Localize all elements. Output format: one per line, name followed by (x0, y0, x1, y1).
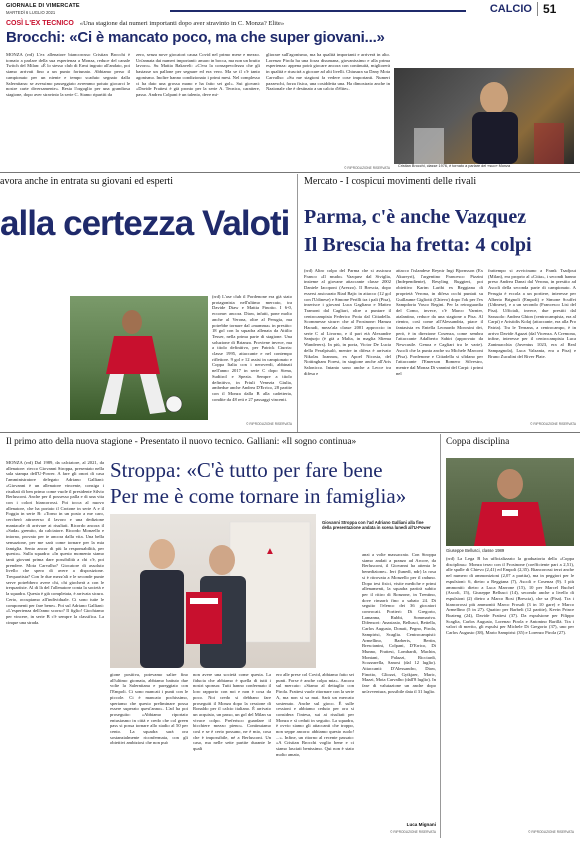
left-credit: © RIPRODUZIONE RISERVATA (246, 422, 292, 426)
left-body: (rrd) L'ase club il Pordenone era già stato protagonista nell'ultimo mercato, tra Davide Diaw e Mattia Finotto. I 6-0, eccome: ancora. Diaw, infatti, pone molto anche al Verona, oltre al Perugia, ma potrebbe tornare dal «mamma» in prestito: 18 gol con la squadra allenata da Attilio Tesser, nella prima parte di stagione. Una soluzione di Brianza. Proviene invece, ma a titolo definitivo, per Patrick Ciurria: classe 1995, attaccante e nel contempo riflettore. 9 gol e 12 assist in campionato e Coppa Italia con i neroverdi, abbinati nell'anno 2017 in serie C dopo Siena, Sudtirol e Spezia. Sempre a titolo definitivo, in Friuli Venezia Giulia, ambedue anche Andrea D'Errico, 28 partite con il Monza dalla B alla cadetteria, condite da 48 reti e 27 passaggi vincenti. (212, 294, 292, 402)
coppa-credit: © RIPRODUZIONE RISERVATA (528, 830, 574, 834)
coppa-kicker: Coppa disciplina (446, 437, 510, 447)
svg-text:▲: ▲ (265, 546, 275, 557)
brocchi-figure (394, 68, 574, 164)
bellusci-photo (446, 458, 574, 546)
right-credit: © RIPRODUZIONE RISERVATA (530, 422, 576, 426)
stroppa-caption: Giovanni Stroppa con l'ad Adriano Galliani alla fine della presentazione andata in scena lunedì all'U-Power (322, 520, 431, 531)
bottom-credit: © RIPRODUZIONE RISERVATA (390, 830, 436, 834)
bellusci-caption: Giuseppe Bellusci, classe 1989 (446, 548, 505, 553)
bottom-col-4: ero alle prese col Covid, abbiamo fatto sei punti. Forse è anche colpa mia». Ancora sul mercato: «Siamo al dettaglio con Pirola. Frattesi vuole ritornare con la serie A, ma non si sa mai. Sarà un mercato sostenuto. Anche sul gioco. È sulle cessioni e abbiamo ceduto per ora si considera l'intesa, sui ai risultati per Monza e sì ceduti in seguito. La squadra, è ovvio siamo gli attaccanti che troppo, non seppe ancora: abbiamo questo ruolo! ...». Infine, un ritorno al recente passato: «A Cristian Brocchi voglio bene e ci siamo lasciati benissimo. Qui non è stato molto amato, (276, 672, 354, 757)
masthead-rule (170, 10, 466, 12)
stroppa-figures (110, 514, 316, 668)
coppa-body: (rrd) La Lega B ha ufficializzato la graduatoria della «Coppa disciplina»: Monza terzo con il Frosinone (coefficiente pari a 2,51), alle spalle di Chievo (2,41) ed Empoli (2,35). Biancorossi terzi anche nel numero di ammonizioni (2,07 a partita), ma in peggiori per le espulsioni: 6, dietro a Reggiana (7), Ascoli e Cosenza (9). I più ammoniti: dietro a Luca Marrone (15), 10 per Marcel Buchel (Ascoli, 15), Giuseppe Bellusci (14), secondo anche a livello di espulsioni (2) dietro a Marco Rosi (Brescia), che sa (Pisa). Tra i biancorossi più ammoniti Marco Frosali (3 in 10 gare) e Marco Armellino (5 in 27). Quattro per Barbeli (12 partite), Kevin Prince Boateng (24), Davide Frattesi (37). Da espulsione per Filippo Scaglia, Carlos Augusto, Lorenzo Pirola e Antonino Barillà. Tra i valori di merito, gli espulsi per Michele Di Gregorio (37), uno per Carlos Augusto (38), Mario Sampirisi (35) e Lorenzo Pirola (27). (446, 556, 574, 636)
top-col-3: gliorare sull'agonismo, ma ha qualità importanti e arriverà in alto. Lorenzo Pirola ha una forza disumana, giovanissimo e alla prima esperienza: appena potrà giocare ancora con continuità, migliorerà in qualità e riuscirà a giocare ad alti livelli. Chiusura su Dany Mota Carvalho: «Su me stagioni fa vedere cose importanti. Numeri pazzeschi, forza fisica, una cosiddetta una. Ha dimostrato anche in Nazionale che è destinato a un calcio d'élite». (266, 52, 390, 92)
paper-name: GIORNALE DI VIMERCATE (6, 3, 80, 9)
right-col-3: frattempo si avvicinano a Frank Tsadjout (Milan), era proprio al «Citta», i secondi hanno preso Andrea Danzi dal Verona, in prestito ad Ascoli della seconda parte di campionato. A Perugia è eccola a un portiere, interesse per Alberto Brignoli (Empoli) e Simone Scuffet (Udinese), e a un secondo (Francesco Lisi del Pisa). Ufficiali, invece, due prestiti dal Sassuolo: Andrea Ghion (centrocampista, era al Carpi) e Aristidis Kolaj (attaccante, era alla Pro Patria). Tra le Ternana, a centrocampo, è in arrivo Davide Agazzi (dal Vicenza. A Cremona, infine, interesse per il centrocampista Luca Zanimacchia (Juventus 1023, era al Real Sampagnola), Luca Valzania, era a Pisa) e Bruno Zuculini del River Plate. (488, 268, 576, 359)
brocchi-caption: Cristian Brocchi, classe 1976, è tornato a parlare del «suo» Monza (398, 164, 511, 168)
bottom-col-5: anzi a volte massacrato. Con Stroppa siamo andati a pranzo ad Arcore, da Berlusconi, il Giovanni ha attenta le benedizione». Ieri (lunedì, ndr) la rosa si è ritrovata a Monzello per il raduno. Dopo test fisici, visite mediche e primi allenamenti, la squadra partirà subito per il ritiro di Ronzone, in Trentino, dove rimarrà fino a sabato 24. Di seguito l'elenco dei 36 giocatori convocati. Portieri: Di Gregorio, Lamanna, Rubbi, Sommariva. Difensori: Anastasio, Bellusci, Bettella, Carlos Augusto, Donati, Pegno, Pirola, Sampirisi, Scaglia. Centrocampisti: Armellino, Barberis, Bertin, Brescianini, Colpani, D'Errico, Di Munno, Frattesi, Lombardi, Machin, Montani, Palazzi, Ricciardi, Scozzarella, Sanosi (dal 12 luglio). Attaccanti: D'Alessandro, Diaw, Finotto, Gliozzi, Gytkjaer, Maric, Mazzi, Mota Carvalho (dall'8 luglio). In fase di valutazione un anche dopo un'avventura, possibile data il 31 luglio. (362, 552, 436, 694)
stroppa-photo (110, 514, 316, 668)
right-kicker: Mercato - I cospicui movimenti delle rivali (304, 176, 477, 187)
bottom-byline: Luca Mignani (406, 822, 436, 827)
bellusci-figure (446, 458, 574, 546)
coppa-divider (440, 434, 441, 838)
mid-top-rule (0, 172, 580, 173)
right-col-2: attacco l'islandese Reynir Ingi Bjornsson (Ex Akureyri), l'argentino Francesco Pizzini (Independiente), Resyling Ruggieri, poi obiettivo Karim Laribi ex Reggiana di proprietà Verona, in difesa occhi puntati su Guillaume Gigliotti (Chievo) dopo l'ok per l'ex Sampdoria Vasco Regini. Per la retroguardia del Como, invece, c'è Marco Varnier, atalantino, reduce da una stagione a Pisa. Al rientro, così come all'Alessandria, piace il fantasista ex Entella Leonardo Morosini dei, però, è in direzione Cosenza, come sembra l'attaccante Adalberto Sabiri (approvato da Newcastle. Genoa e Cagliari tra le varie). Ascoli che la punta anche su Michele Marconi (Pisa). Pordenone e Cittadella si sfidano per l'attaccante l'Emerson Romero Silvestro, mentre dal Monza Di vannini del Carpi: i primi nel (396, 268, 483, 376)
bottom-headline-2: Per me è come tornare in famiglia» (110, 484, 407, 508)
top-kicker-sub: «Una stagione dai numeri importanti dopo aver stravinto in C. Monza? Elite» (79, 20, 285, 27)
left-headline: alla certezza Valoti (0, 204, 290, 243)
section-label: CALCIO (489, 3, 532, 15)
bottom-top-rule (0, 432, 580, 433)
bottom-col-3: non avere una società come questa. La fiducia che abbiamo è quella di tutti i nostri sponsor. Tutti hanno confermato il loro rapporto con noi e non è cosa da poco. Noi credo si debbano fare proseguiti il Monza dopo la cessione di Ronaldo per il calcio italiano. È arrivato un acquisto, un passo, un gol del Milan su vivace colpo. Preferisco guardare il bicchiere mezzo pieno». Continuiamo così e se è certo possano, ne è mio, cosa che è impossibile, né a Berlusconi. Un caso, ma nelle sette partite durante le quali (193, 672, 271, 752)
top-col-2: zero, senza nove giocatori causa Covid nel primo mese e mezzo. Un'annata dai numeri importanti: amaro in bocca, ma non un brutto lavoro». Su Mattia Bakaveli: «C'era la consapevolezza che gli bastasse un pallone per segnare ed era vero. Ma se il c'è tanto agonismo. Inoltre hanno condizionato i primi mesi. Nel complesso ci ha dato una grossa mano e ha fatto sei gol». Sui giovani: «Davide Frattesi è già pronto per la serie A. Tecnica, carattere, passo. Andrea Colpani è un talento, deve mi- (136, 52, 260, 97)
right-col-1: (rrd) Altro colpo del Parma che si assicura Franco «Il mudo» Vazquez dal Siviglia, insieme al giovane attaccante classe 2002 Daniele Iacoponi (Arezzo). Il Brescia, dopo essersi assicurato Riad Bajic in attacco (12 gol con l'Udinese) e Simone Perilli tra i pali (Pisa), inserisce i giovani Luca Gagliano e Matteo Tramoni dal Cagliari, oltre a puntare il centrocampista Federico Proia dal Cittadella. Scommesse sicure: che al Frosinone: Hamza Haoudi, mezz'ala classe 2001 approccio in serie C al Livorno, e il pari età Alexandre Sanjurjo (è già a Malta, in maglia Sliema Wanderers). In più, in porta, Victor De Lucia della Feralpisalò, mentre in difesa è arrivato Nikolas Ioannou, ex Apoel Nicosia, del Nottingham Forest, in stagione anche all'Aris Salonicco. Intanto sono anche a Lecce tra difesa e (304, 268, 391, 376)
top-headline: Brocchi: «Ci è mancato poco, ma che super giovani...» (6, 29, 385, 46)
bottom-col-1: MONZA (rrd) Dal 1989, da calciatore, al 2021, da allenatore: riecco Giovanni Stroppa, presentato nella sala stampa dell'U-Power. A fare gli onori di casa l'amministratore delegato Adriano Galliani: «Giovanni è un allenatore vincente, consiga i risultati di ben primo come vuole il presidente Silvio Berlusconi. Anche per il possesso palla e di una vita con i colori biancorossi. Poi tocca al nuovo allenatore, che ha portato il Crotone in serie A e il Foggia in serie B: «Torno in un posto a me caro, cercherò attraverso il lavoro e una dedizione maniacale di arrivare ai risultati. Ricordo ancora il «Sada» gremito, da calciatore. Ricordo Monzello e intorno, provato per te ancora dalla vita. Una bella sensazione, per me sarà come tornare per la mia famiglia. Sento ancor di più la responsabilità, per questo». Sulla squadra: «In questo momento siamo tanti giovani prima dare possibilità a chi c'è, poi prendere. Mota Carvalho? Giocatore di assoluto livello che spero di avere a disposizione. Trequartista? Con le due mezz'ali e le seconde punte serve potrebbero avere chi, chi giocherà a con le trequartiste. Al di là del l'allenatore conta la società e la squadra. Questa è già completata, è arrivata sicura. Certo, occupiamo all'individuale. Ci sono tutte le componenti per fare bene». Poi sul Adriano Galliani: «L'esperienza dell'anno scorso? Il figlio! Giochiamo per vincere, in serie B c'è sempre la classifica. La cinque una strada. (6, 460, 104, 625)
left-kicker: avora anche in entrata su giovani ed esperti (0, 176, 173, 187)
right-headline-1: Parma, c'è anche Vazquez (304, 206, 527, 228)
bottom-col-2: gione positiva, potevamo salire fino all'ultimo giornata, abbiamo battuto due volte la Salernitana e pareggiato con l'Empoli. Ci sono mancati i punti con le piccole. Ci è mancato pochissimo, speriamo che questo preliminare possa essere superato quest'anno». L'ad ha poi proseguito: «Abbiamo riportato entusiasmo in città e credo che col green pass si possa tornare allo stadio al 50 per cento. La squadra sarà ora sostanzialmente riconfermata, con gli obiettivi ambiziosi che non può (110, 672, 188, 746)
brocchi-photo (394, 68, 574, 164)
bottom-kicker: Il primo atto della nuova stagione - Presentato il nuovo tecnico. Galliani: «Il sogno continua» (6, 437, 357, 447)
top-kicker: COSÌ L'EX TECNICO (6, 20, 74, 27)
mid-divider (297, 174, 298, 432)
right-headline-2: Il Brescia ha fretta: 4 colpi (304, 234, 532, 256)
masthead-left (6, 3, 166, 19)
page-number: 51 (537, 2, 573, 16)
bottom-headline-1: Stroppa: «C'è tutto per fare bene (110, 458, 383, 482)
valoti-photo (70, 296, 208, 420)
issue-date: MARTEDÌ 6 LUGLIO 2021 (6, 10, 56, 15)
top-story (6, 20, 392, 170)
top-credit: © RIPRODUZIONE RISERVATA (344, 166, 390, 170)
valoti-figure (70, 296, 208, 420)
top-col-1: MONZA (rrd) L'ex allenatore biancorosso Cristian Brocchi è tornato a parlare della sua esperienza a Monza, reduce del canale Twitch del Milan: «È lo stesso club di Ermi ingrato all'andato, poi siamo arrivati fino a un punto fortunato. Abbiamo perso il campionato per un niente e tempo scaduto segnato dalla Salernitana: se avessimo passeggiato avremmo potuto giocarci le nostre carte diversamente». Resta l'orgoglio per una grandiosa stagione, dopo aver stravinto la serie C. Siamo ripartiti da (6, 52, 130, 97)
